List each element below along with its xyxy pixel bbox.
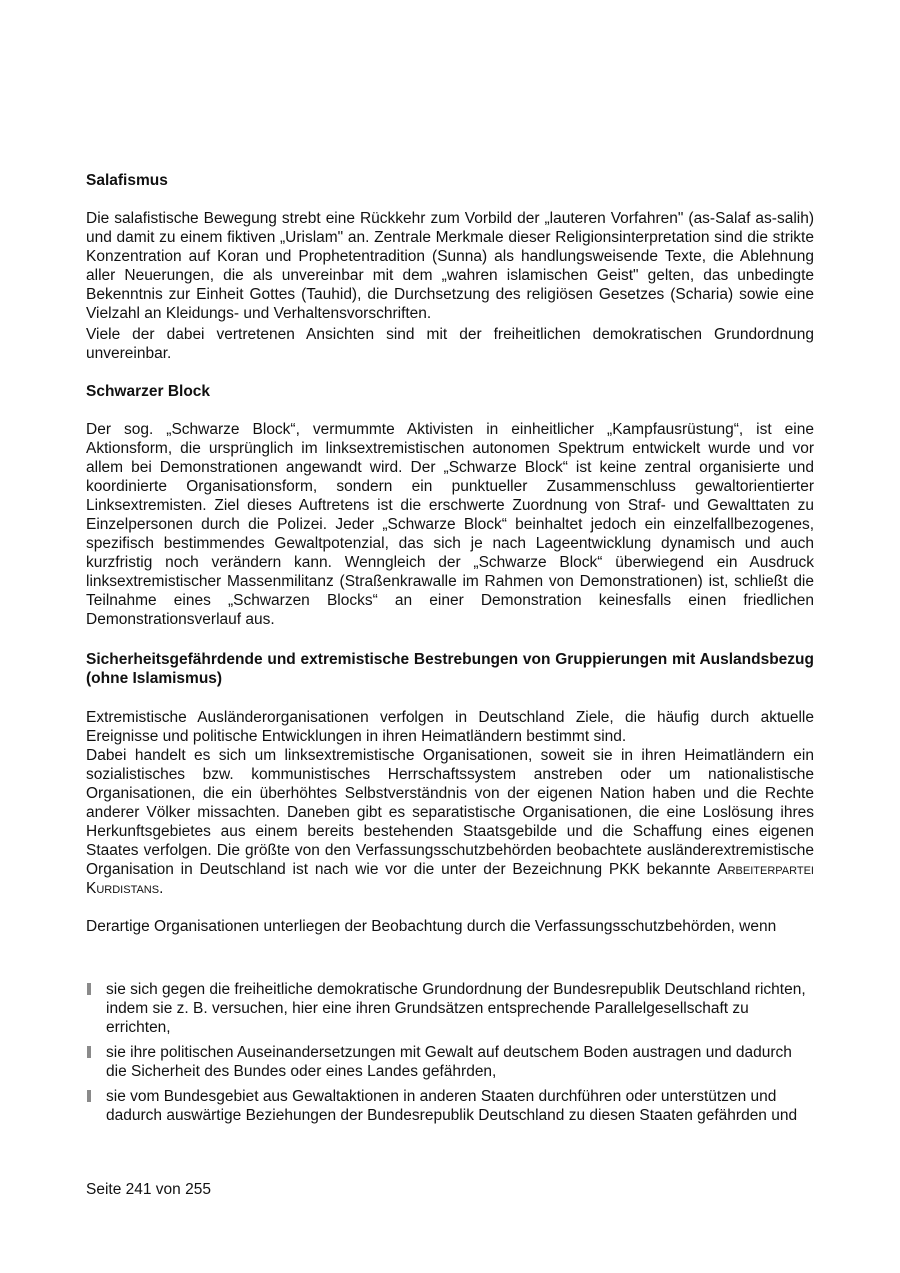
heading-auslandsbezug: Sicherheitsgefährdende und extremistische Bestrebungen von Gruppierungen mit Auslandsbezug (ohne Islamismus) xyxy=(86,651,814,687)
auslandsbezug-paragraph-1: Extremistische Ausländerorganisationen verfolgen in Deutschland Ziele, die häufig durch aktuelle Ereignisse und politische Entwicklungen in ihren Heimatländern bestimmt sind. xyxy=(86,709,814,745)
list-item-text: sie vom Bundesgebiet aus Gewaltaktionen in anderen Staaten durchführen oder unterstützen und dadurch auswärtige Beziehungen der Bundesrepublik Deutschland zu diesen Staaten gefährden und xyxy=(106,1088,798,1124)
heading-salafismus: Salafismus xyxy=(86,172,168,189)
list-item xyxy=(86,1087,814,1125)
auslandsbezug-paragraph-2 xyxy=(86,746,814,898)
bullet-marker xyxy=(87,1090,91,1102)
auslandsbezug-paragraph-2-text: Dabei handelt es sich um linksextremistische Organisationen, soweit sie in ihren Heimatländern ein sozialistisches bzw. kommunistisches Herrschaftssystem anstreben oder um nationalistische Organisationen, die ein überhöhtes Selbstverständnis von der eigenen Nation haben und die Rechte anderer Völker missachten. Daneben gibt es separatistische Organisationen, die eine Loslösung ihres Herkunftsgebietes aus einem bereits bestehenden Staatsgebilde und die Schaffung eines eigenen Staates verfolgen. Die größte von den Verfassungsschutzbehörden beobachtete ausländerextremistische Organisation in Deutschland ist nach wie vor die unter der Bezeichnung PKK bekannte xyxy=(86,747,814,878)
sentence-end: . xyxy=(159,880,164,897)
list-item xyxy=(86,1043,814,1081)
schwarzer-block-paragraph: Der sog. „Schwarze Block“, vermummte Aktivisten in einheitlicher „Kampfausrüstung“, ist eine Aktionsform, die ursprünglich im linksextremistischen autonomen Spektrum entwickelt wurde und vor allem bei Demonstrationen angewandt wird. Der „Schwarze Block“ ist keine zentral organisierte und koordinierte Organisationsform, sondern ein punktueller Zusammenschluss gewaltorientierter Linksextremisten. Ziel dieses Auftretens ist die erschwerte Zuordnung von Straf- und Gewalttaten zu Einzelpersonen durch die Polizei. Jeder „Schwarze Block“ beinhaltet jedoch ein einzelfallbezogenes, spezifisch bestimmendes Gewaltpotenzial, das sich je nach Lageentwicklung dynamisch und auch kurzfristig noch verändern kann. Wenngleich der „Schwarze Block“ überwiegend ein Ausdruck linksextremistischer Massenmilitanz (Straßenkrawalle im Rahmen von Demonstrationen) ist, schließt die Teilnahme eines „Schwarzen Blocks“ an einer Demonstration keinesfalls einen friedlichen Demonstrationsverlauf aus. xyxy=(86,421,814,628)
organisation-name: Arbeiterpartei Kurdistans xyxy=(86,861,814,897)
list-item-text: sie sich gegen die freiheitliche demokratische Grundordnung der Bundesrepublik Deutschland richten, indem sie z. B. versuchen, hier eine ihren Grundsätzen entsprechende Parallelgesellschaft zu errichten, xyxy=(106,981,806,1036)
salafismus-paragraph-1: Die salafistische Bewegung strebt eine Rückkehr zum Vorbild der „lauteren Vorfahren" (as-Salaf as-salih) und damit zu einem fiktiven „Urislam" an. Zentrale Merkmale dieser Religionsinterpretation sind die strikte Konzentration auf Koran und Prophetentradition (Sunna) als handlungsweisende Texte, die Ablehnung aller Neuerungen, die als unvereinbar mit dem „wahren islamischen Geist" gelten, das unbedingte Bekenntnis zur Einheit Gottes (Tauhid), die Durchsetzung des religiösen Gesetzes (Scharia) sowie eine Vielzahl an Kleidungs- und Verhaltensvorschriften. xyxy=(86,210,814,322)
salafismus-paragraph-2: Viele der dabei vertretenen Ansichten sind mit der freiheitlichen demokratischen Grundordnung unvereinbar. xyxy=(86,326,814,362)
list-item xyxy=(86,980,814,1037)
page-number: Seite 241 von 255 xyxy=(86,1181,211,1198)
criteria-list xyxy=(86,980,814,1131)
bullet-marker xyxy=(87,983,91,995)
heading-schwarzer-block: Schwarzer Block xyxy=(86,383,211,400)
auslandsbezug-paragraph-3: Derartige Organisationen unterliegen der Beobachtung durch die Verfassungsschutzbehörden, wenn xyxy=(86,918,777,935)
bullet-marker xyxy=(87,1046,91,1058)
list-item-text: sie ihre politischen Auseinandersetzungen mit Gewalt auf deutschem Boden austragen und dadurch die Sicherheit des Bundes oder eines Landes gefährden, xyxy=(106,1044,792,1080)
